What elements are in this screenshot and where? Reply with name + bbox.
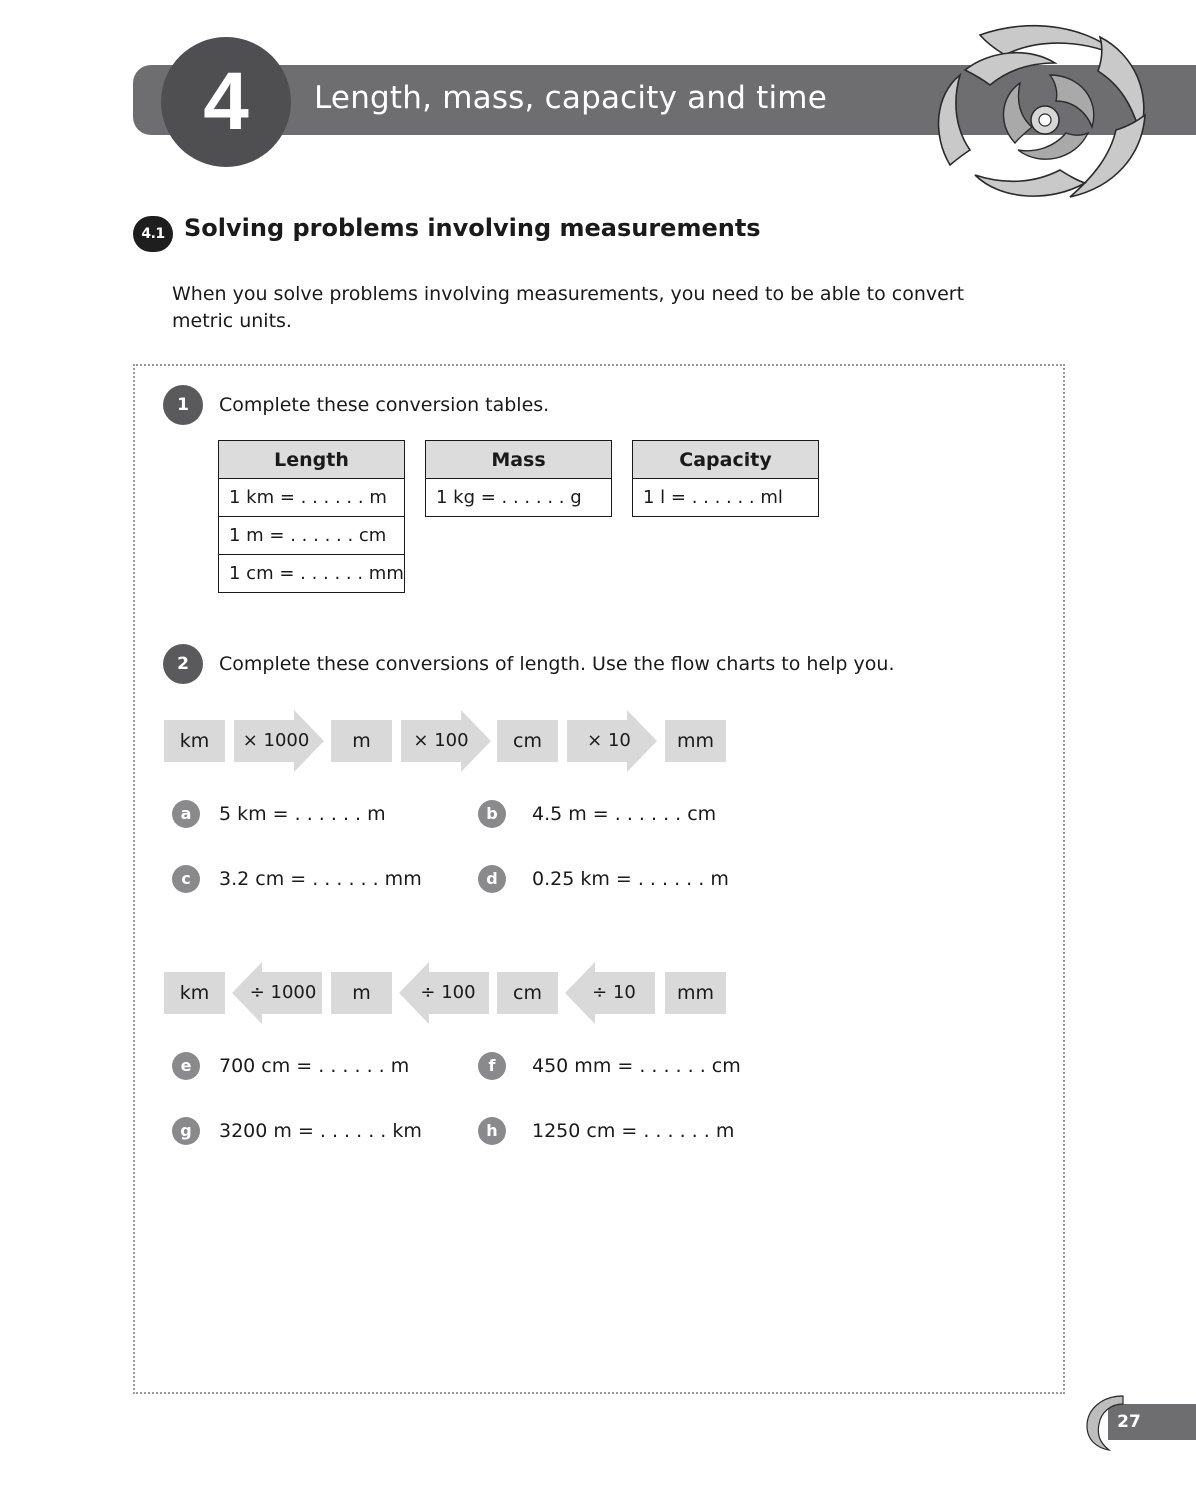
part-a-text[interactable]: 5 km = . . . . . . m [219,803,386,825]
mass-table-header: Mass [426,441,612,479]
flow-op-x10: × 10 [587,730,631,751]
flow-op-div100: ÷ 100 [420,982,476,1003]
part-a-badge: a [172,800,200,828]
part-g-text[interactable]: 3200 m = . . . . . . km [219,1120,422,1142]
length-table [218,440,405,593]
question-1-text: Complete these conversion tables. [219,394,550,416]
capacity-table [632,440,819,517]
length-row-m[interactable]: 1 m = . . . . . . cm [219,517,405,555]
part-c-badge: c [172,865,200,893]
flow-op-x100: × 100 [413,730,469,751]
part-g-badge: g [172,1117,200,1145]
flow-unit-mm: mm [665,720,726,762]
part-d-text[interactable]: 0.25 km = . . . . . . m [532,868,729,890]
flow-unit-m: m [331,720,392,762]
part-b-badge: b [478,800,506,828]
flow-op-div10: ÷ 10 [592,982,636,1003]
capacity-row-l[interactable]: 1 l = . . . . . . ml [633,479,819,517]
chapter-number: 4 [203,56,249,147]
part-f-badge: f [478,1052,506,1080]
part-h-text[interactable]: 1250 cm = . . . . . . m [532,1120,735,1142]
chapter-title: Length, mass, capacity and time [314,80,827,116]
flow-unit-km: km [164,972,225,1014]
flow-unit-m: m [331,972,392,1014]
flow-unit-km: km [164,720,225,762]
question-2-text: Complete these conversions of length. Use the flow charts to help you. [219,653,895,675]
section-intro: When you solve problems involving measurements, you need to be able to convert metric units. [172,283,965,332]
part-e-text[interactable]: 700 cm = . . . . . . m [219,1055,410,1077]
part-b-text[interactable]: 4.5 m = . . . . . . cm [532,803,717,825]
length-row-km[interactable]: 1 km = . . . . . . m [219,479,405,517]
swirl-decoration-icon [920,15,1160,210]
mass-table [425,440,612,517]
part-f-text[interactable]: 450 mm = . . . . . . cm [532,1055,741,1077]
flow-op-x1000: × 1000 [242,730,310,751]
length-table-header: Length [219,441,405,479]
flow-unit-mm: mm [665,972,726,1014]
flow-unit-cm: cm [497,720,558,762]
part-e-badge: e [172,1052,200,1080]
capacity-table-header: Capacity [633,441,819,479]
length-row-cm[interactable]: 1 cm = . . . . . . mm [219,555,405,593]
page-number: 27 [1117,1412,1141,1432]
part-d-badge: d [478,865,506,893]
question-1-badge: 1 [163,385,203,425]
section-title: Solving problems involving measurements [184,214,761,242]
flow-op-div1000: ÷ 1000 [249,982,317,1003]
part-c-text[interactable]: 3.2 cm = . . . . . . mm [219,868,422,890]
section-number-badge: 4.1 [133,216,173,252]
mass-row-kg[interactable]: 1 kg = . . . . . . g [426,479,612,517]
question-2-badge: 2 [163,644,203,684]
part-h-badge: h [478,1117,506,1145]
flow-unit-cm: cm [497,972,558,1014]
